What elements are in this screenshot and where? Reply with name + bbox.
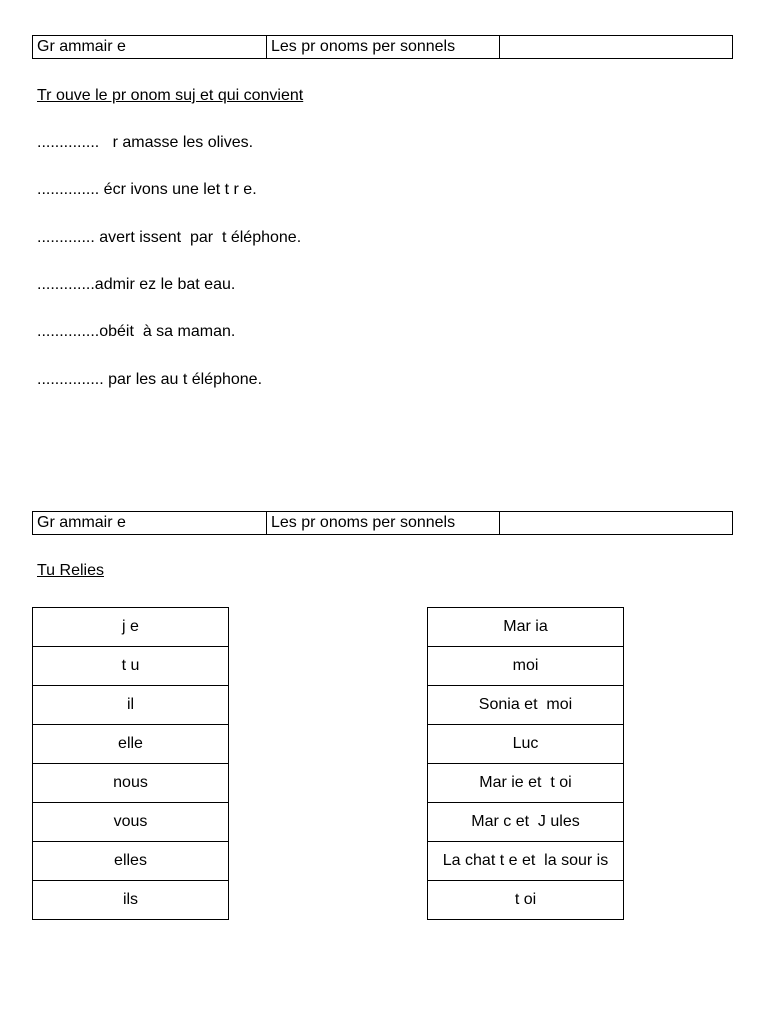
sentence-line: .............. r amasse les olives.: [37, 134, 254, 151]
sentence-line: ............. avert issent par t éléphone.: [37, 229, 302, 246]
header-topic-cell: Les pr onoms per sonnels: [266, 512, 499, 534]
header-topic-cell: Les pr onoms per sonnels: [266, 36, 499, 58]
relier-title: Tu Relies: [37, 562, 104, 579]
name-cell: Mar ia: [428, 608, 624, 647]
name-cell: moi: [428, 647, 624, 686]
header-subject-cell: Gr ammair e: [37, 38, 126, 55]
pronoun-cell: ils: [33, 881, 229, 920]
pronoun-table: [32, 607, 229, 920]
sentence-line: .............admir ez le bat eau.: [37, 276, 236, 293]
name-cell: Sonia et moi: [428, 686, 624, 725]
pronoun-cell: il: [33, 686, 229, 725]
name-cell: Luc: [428, 725, 624, 764]
name-cell: La chat t e et la sour is: [428, 842, 624, 881]
name-table: [427, 607, 624, 920]
header-subject-cell: Gr ammair e: [37, 514, 126, 531]
sentence-line: .............. écr ivons une let t r e.: [37, 181, 257, 198]
header-blank-cell: [499, 512, 732, 534]
pronoun-cell: t u: [33, 647, 229, 686]
pronoun-cell: nous: [33, 764, 229, 803]
name-cell: Mar ie et t oi: [428, 764, 624, 803]
pronoun-cell: vous: [33, 803, 229, 842]
pronoun-cell: elles: [33, 842, 229, 881]
pronoun-cell: j e: [33, 608, 229, 647]
name-cell: Mar c et J ules: [428, 803, 624, 842]
worksheet-header: [32, 35, 733, 59]
sentence-line: ............... par les au t éléphone.: [37, 371, 263, 388]
worksheet-header: [32, 511, 733, 535]
name-cell: t oi: [428, 881, 624, 920]
sentence-line: ..............obéit à sa maman.: [37, 323, 236, 340]
pronoun-cell: elle: [33, 725, 229, 764]
instruction-title: Tr ouve le pr onom suj et qui convient: [37, 87, 304, 104]
header-blank-cell: [499, 36, 732, 58]
